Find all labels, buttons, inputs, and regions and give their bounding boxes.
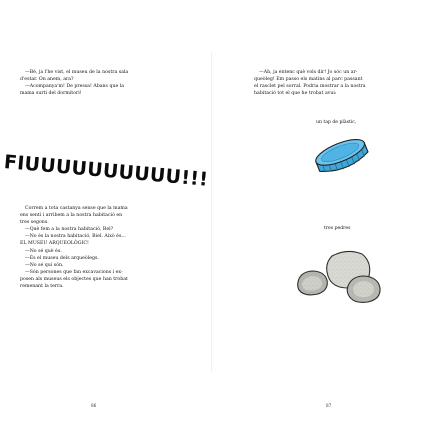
text-line: —És el museu dels arqueòlegs.: [25, 255, 99, 261]
text-line: —No sé què és.: [25, 248, 62, 254]
bottle-cap-icon: [310, 134, 374, 180]
item-caption-stones: tres pedres: [324, 226, 351, 231]
text-line: Correm a tota castanya sense que la mama: [25, 206, 128, 211]
page-number: 87: [326, 403, 332, 408]
text-line: tres segons.: [20, 220, 49, 226]
text-line: d'estar. On anem, ara?: [20, 77, 74, 83]
stones-icon: [292, 244, 392, 310]
text-line: —Són persones que fan excavacions i ex-: [25, 269, 123, 275]
right-paragraph-top: [254, 69, 366, 97]
text-line: —Acompanya'm! De pressa! Abans que la: [25, 84, 125, 90]
right-page: [212, 52, 424, 408]
text-line: —Bé, ja l'he vist, el museu de la nostra sala: [25, 70, 129, 75]
sound-effect-text: FIUUUUUUUUUU!!!: [3, 151, 210, 191]
left-paragraph-bottom: [20, 205, 128, 290]
text-line: posen als museus els objectes que han trobat: [20, 276, 128, 282]
text-line: —No és la nostra habitació, Biel. Això és...: [25, 234, 126, 240]
text-line: mama surti del dormitori!: [20, 91, 82, 97]
text-line: el rasclet pel sorral. Podria mostrar a la nostra: [254, 84, 366, 90]
text-line: remenant la terra.: [20, 284, 64, 290]
item-caption-bottle-cap: un tap de plàstic,: [316, 120, 357, 125]
text-line: —Ah, ja entenc què vols dir! Jo sóc un ar-: [259, 70, 358, 75]
left-page: [0, 52, 212, 408]
text-line: —Què fem a la nostra habitació, Bel?: [25, 227, 114, 233]
page-number: 86: [91, 403, 97, 408]
text-line: —No sé qui són.: [25, 262, 64, 268]
text-line: ens senti i arribem a la nostra habitació en: [20, 213, 123, 219]
text-line: queòleg! Em passo els matins al parc passant: [254, 77, 363, 83]
text-line: habitació tot el que he trobat avui:: [254, 91, 337, 97]
text-line: EL MUSEU ARQUEOLÒGIC!: [20, 241, 89, 247]
left-paragraph-top: [20, 69, 128, 97]
